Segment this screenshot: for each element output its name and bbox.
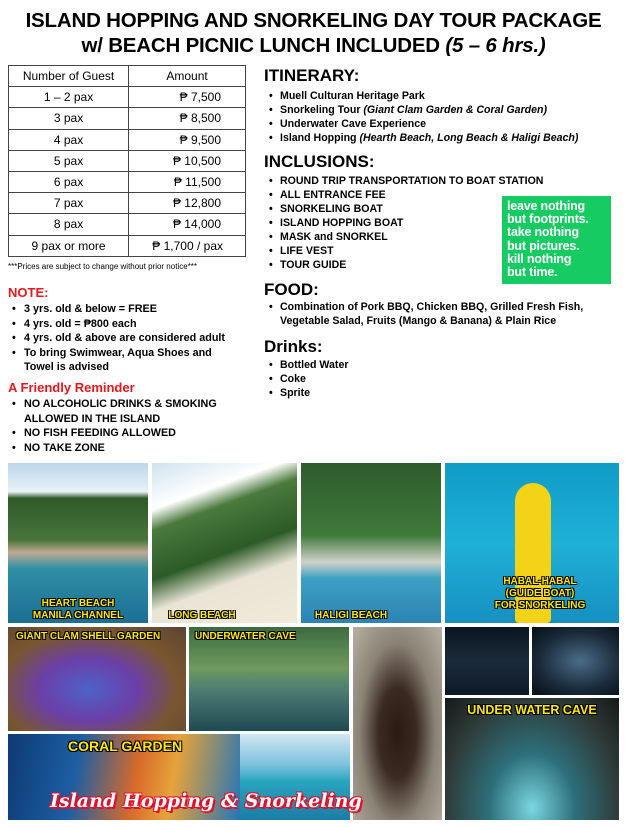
cave-night-photo-1 bbox=[445, 627, 529, 695]
list-item bbox=[280, 117, 578, 131]
list-item: • Combination of Pork BBQ, Chicken BBQ, Grilled Fresh Fish, Vegetable Salad, Fruits (Mango & Banana) & Plain Rice bbox=[280, 300, 610, 328]
list-item: • 4 yrs. old = ₱800 each bbox=[24, 317, 234, 332]
photo-caption: UNDERWATER CAVE bbox=[195, 631, 296, 642]
guests-cell: 4 pax bbox=[9, 129, 129, 150]
inclusions-heading: INCLUSIONS: bbox=[264, 152, 375, 171]
itinerary-text: Snorkeling Tour bbox=[280, 104, 364, 116]
reminder-heading: A Friendly Reminder bbox=[8, 380, 135, 395]
amount-cell: ₱ 8,500 bbox=[129, 108, 246, 129]
subtitle-text: w/ BEACH PICNIC LUNCH INCLUDED bbox=[81, 34, 446, 57]
amount-cell: ₱ 9,500 bbox=[129, 129, 246, 150]
list-item: • 4 yrs. old & above are considered adult bbox=[24, 331, 234, 346]
amount-cell: ₱ 11,500 bbox=[129, 171, 246, 192]
amount-cell: ₱ 10,500 bbox=[129, 150, 246, 171]
list-item: • NO FISH FEEDING ALLOWED bbox=[24, 426, 244, 441]
list-item: • NO TAKE ZONE bbox=[24, 441, 244, 456]
itinerary-text: Island Hopping bbox=[280, 132, 360, 144]
table-row bbox=[9, 214, 246, 235]
list-item: • SNORKELING BOAT bbox=[280, 202, 543, 216]
guests-cell: 7 pax bbox=[9, 193, 129, 214]
itinerary-text: Muell Culturan Heritage Park bbox=[280, 90, 425, 102]
photo-caption: MANILA CHANNEL bbox=[32, 610, 124, 621]
quote-line: but pictures. bbox=[507, 238, 580, 253]
photo-caption: (GUIDE BOAT) bbox=[505, 588, 575, 599]
itinerary-detail: (Giant Clam Garden & Coral Garden) bbox=[363, 104, 548, 116]
photo-caption: GIANT CLAM SHELL GARDEN bbox=[16, 631, 161, 642]
tour-duration: (5 – 6 hrs.) bbox=[445, 34, 546, 57]
amount-cell: ₱ 12,800 bbox=[129, 193, 246, 214]
amount-cell: ₱ 1,700 / pax bbox=[129, 235, 246, 256]
photo-caption: LONG BEACH bbox=[168, 610, 236, 621]
island-hopping-script: Island Hopping & Snorkeling bbox=[50, 790, 362, 812]
heart-beach-photo bbox=[8, 463, 148, 623]
photo-caption: CORAL GARDEN bbox=[68, 738, 183, 754]
guests-column-header: Number of Guest bbox=[9, 66, 129, 87]
photo-caption: FOR SNORKELING bbox=[494, 600, 586, 611]
long-beach-photo bbox=[152, 463, 297, 623]
quote-line: kill nothing bbox=[507, 251, 572, 266]
amount-cell: ₱ 14,000 bbox=[129, 214, 246, 235]
list-item: • ROUND TRIP TRANSPORTATION TO BOAT STATION bbox=[280, 174, 543, 188]
list-item: • MASK and SNORKEL bbox=[280, 230, 543, 244]
cave-group-photo bbox=[353, 627, 442, 820]
photo-caption: HALIGI BEACH bbox=[314, 610, 388, 621]
food-list bbox=[280, 300, 610, 328]
list-item: • Bottled Water bbox=[280, 358, 348, 372]
table-header-row bbox=[9, 66, 246, 87]
table-row bbox=[9, 235, 246, 256]
table-row bbox=[9, 150, 246, 171]
list-item: • ISLAND HOPPING BOAT bbox=[280, 216, 543, 230]
table-row bbox=[9, 193, 246, 214]
note-heading: NOTE: bbox=[8, 285, 49, 300]
giant-clam-photo bbox=[8, 627, 186, 731]
list-item: • LIFE VEST bbox=[280, 244, 543, 258]
price-table bbox=[8, 65, 246, 257]
reminder-list bbox=[24, 397, 244, 455]
list-item bbox=[280, 89, 578, 103]
quote-line: but footprints. bbox=[507, 212, 589, 227]
table-row bbox=[9, 87, 246, 108]
list-item: • Sprite bbox=[280, 386, 348, 400]
list-item: • 3 yrs. old & below = FREE bbox=[24, 302, 234, 317]
itinerary-heading: ITINERARY: bbox=[264, 66, 360, 85]
list-item bbox=[280, 131, 578, 145]
itinerary-text: Underwater Cave Experience bbox=[280, 118, 427, 130]
price-disclaimer: ***Prices are subject to change without prior notice*** bbox=[8, 262, 197, 271]
habal-habal-photo bbox=[445, 463, 619, 623]
quote-line: but time. bbox=[507, 265, 558, 280]
table-row bbox=[9, 129, 246, 150]
itinerary-list bbox=[280, 89, 578, 145]
table-row bbox=[9, 108, 246, 129]
itinerary-detail: (Hearth Beach, Long Beach & Haligi Beach) bbox=[359, 132, 579, 144]
food-heading: FOOD: bbox=[264, 280, 319, 299]
photo-caption: HABAL-HABAL bbox=[503, 576, 577, 587]
drinks-list bbox=[280, 358, 348, 400]
list-item: • ALL ENTRANCE FEE bbox=[280, 188, 543, 202]
quote-line: leave nothing bbox=[507, 199, 585, 213]
underwater-cave-big-photo bbox=[445, 698, 619, 820]
amount-cell: ₱ 7,500 bbox=[129, 87, 246, 108]
guests-cell: 8 pax bbox=[9, 214, 129, 235]
guests-cell: 9 pax or more bbox=[9, 235, 129, 256]
photo-caption: UNDER WATER CAVE bbox=[467, 703, 597, 717]
cave-night-photo-2 bbox=[532, 627, 619, 695]
table-row bbox=[9, 171, 246, 192]
list-item: • NO ALCOHOLIC DRINKS & SMOKING ALLOWED IN THE ISLAND bbox=[24, 397, 244, 426]
amount-column-header: Amount bbox=[129, 66, 246, 87]
quote-line: take nothing bbox=[507, 225, 579, 240]
note-list bbox=[24, 302, 234, 375]
quote-box bbox=[502, 196, 611, 284]
guests-cell: 6 pax bbox=[9, 171, 129, 192]
list-item bbox=[280, 103, 578, 117]
guests-cell: 3 pax bbox=[9, 108, 129, 129]
underwater-cave-small-photo bbox=[189, 627, 349, 731]
list-item: • To bring Swimwear, Aqua Shoes and Towel is advised bbox=[24, 346, 234, 375]
guests-cell: 5 pax bbox=[9, 150, 129, 171]
photo-caption: HEART BEACH bbox=[41, 598, 115, 609]
guests-cell: 1 – 2 pax bbox=[9, 87, 129, 108]
drinks-heading: Drinks: bbox=[264, 337, 323, 356]
haligi-beach-photo bbox=[301, 463, 441, 623]
page-subtitle bbox=[0, 33, 627, 59]
list-item: • TOUR GUIDE bbox=[280, 258, 543, 272]
list-item: • Coke bbox=[280, 372, 348, 386]
page-title: ISLAND HOPPING AND SNORKELING DAY TOUR PACKAGE bbox=[25, 9, 602, 32]
